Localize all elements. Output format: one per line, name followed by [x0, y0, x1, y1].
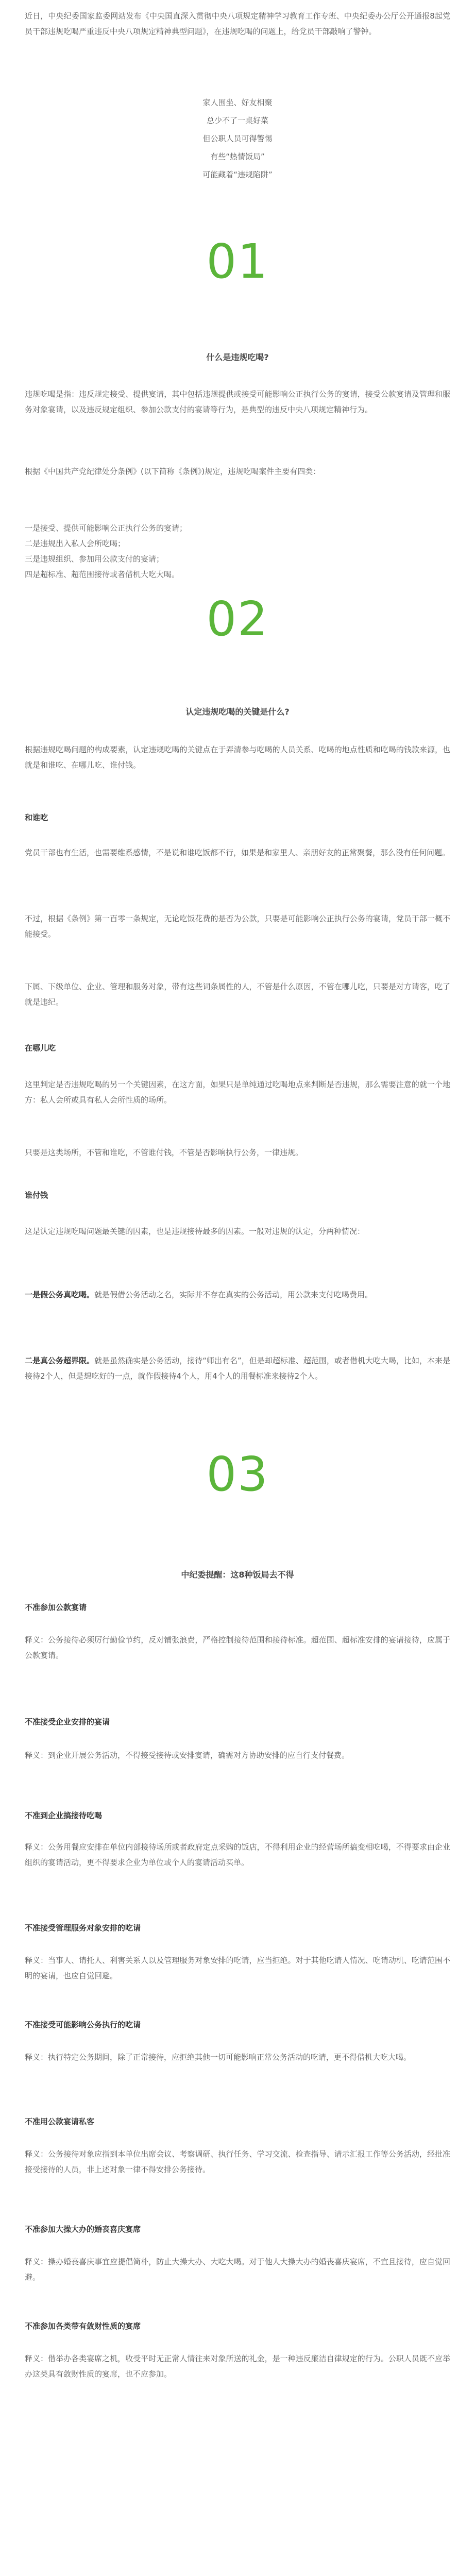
rule-text: 释义：当事人、请托人、利害关系人以及管理服务对象安排的吃请，应当拒绝。对于其他吃请人情况、吃请动机、吃请范围不明的宴请，也应自觉回避。 [25, 1956, 450, 1980]
list-item [25, 1287, 450, 1302]
section-paragraph: 这里判定是否违规吃喝的另一个关键因素，在这方面，如果只是单纯通过吃喝地点来判断是否违规，那么需要注意的就一个地方：私人会所或具有私人会所性质的场所。 [25, 1080, 450, 1105]
rule-heading: 不准参加各类带有敛财性质的宴席 [25, 2321, 141, 2331]
list-block [25, 520, 450, 582]
rule-text: 释义：公务接待对象应指到本单位出席会议、考察调研、执行任务、学习交流、检查指导、请示汇报工作等公务活动，经批准接受接待的人员，非上述对象一律不得安排公务接待。 [25, 2149, 450, 2174]
section-question: 中纪委提醒：这8种饭局去不得 [181, 1570, 294, 1580]
poem-line: 总少不了一桌好菜 [206, 116, 268, 125]
section-question: 什么是违规吃喝? [206, 352, 269, 362]
list-item: 二是违规出入私人会所吃喝； [25, 539, 126, 548]
poem-line: 但公职人员可得警惕 [202, 134, 273, 143]
section-paragraph: 下属、下级单位、企业、管理和服务对象，带有这些词条属性的人，不管是什么原因，不管在哪儿吃，只要是对方请客，吃了就是违纪。 [25, 982, 450, 1007]
subsection-heading: 和谁吃 [25, 813, 48, 822]
poem-line: 可能藏着“违规陷阱” [202, 170, 273, 179]
list-item [25, 1353, 450, 1384]
item-text: 就是假借公务活动之名，实际并不存在真实的公务活动，用公款来支付吃喝费用。 [94, 1290, 373, 1299]
section-paragraph: 党员干部也有生活，也需要维系感情，不是说和谁吃饭都不行，如果是和家里人、亲朋好友的正常聚餐，那么没有任何问题。 [25, 848, 450, 857]
subsection-heading: 在哪儿吃 [25, 1043, 56, 1053]
section-number: 02 [206, 591, 269, 647]
section-paragraph: 根据违规吃喝问题的构成要素，认定违规吃喝的关键点在于弄清参与吃喝的人员关系、吃喝的地点性质和吃喝的钱款来源，也就是和谁吃、在哪儿吃、谁付钱。 [25, 745, 450, 770]
item-lead: 二是真公务超界限。 [25, 1356, 95, 1365]
intro-block [25, 8, 450, 39]
list-item: 一是接受、提供可能影响公正执行公务的宴请； [25, 523, 188, 533]
rule-heading: 不准接受企业安排的宴请 [25, 1717, 110, 1726]
intro-poem [0, 94, 475, 184]
rule-heading: 不准参加大操大办的婚丧喜庆宴席 [25, 2225, 141, 2234]
list-item: 三是违规组织、参加用公款支付的宴请； [25, 554, 164, 564]
rule-text: 释义：操办婚丧喜庆事宜应提倡简朴，防止大操大办、大吃大喝。对于他人大操大办的婚丧喜庆宴席，不宜且接待，应自觉回避。 [25, 2257, 450, 2282]
section-paragraph: 违规吃喝是指：违反规定接受、提供宴请，其中包括违规提供或接受可能影响公正执行公务的宴请，接受公款宴请及管理和服务对象宴请，以及违反规定组织、参加公款支付的宴请等行为，是典型的违反中央八项规定精神行为。 [25, 389, 450, 414]
section-paragraph: 不过，根据《条例》第一百零一条规定，无论吃饭花费的是否为公款，只要是可能影响公正执行公务的宴请，党员干部一概不能接受。 [25, 914, 450, 939]
rule-heading: 不准接受可能影响公务执行的吃请 [25, 2020, 141, 2029]
rule-text: 释义：执行特定公务期间，除了正常接待，应拒绝其他一切可能影响正常公务活动的吃请，更不得借机大吃大喝。 [25, 2053, 412, 2062]
section-number: 01 [206, 234, 269, 289]
section-question: 认定违规吃喝的关键是什么? [185, 707, 290, 717]
rule-text: 释义：借举办各类宴席之机，收受平时无正常人情往来对象所送的礼金，是一种违反廉洁自律规定的行为。公职人员既不应举办这类具有敛财性质的宴席，也不应参加。 [25, 2354, 450, 2379]
rule-heading: 不准到企业搞接待吃喝 [25, 1811, 103, 1820]
item-text: 就是虽然确实是公务活动，接待“师出有名”，但是却超标准、超范围，或者借机大吃大喝，比如，本来是接待2个人，但是想吃好的一点，就作假接待4个人，用4个人的用餐标准来接待2个人。 [25, 1356, 450, 1381]
section-paragraph: 这是认定违规吃喝问题最关键的因素，也是违规接待最多的因素。一般对违规的认定，分两种情况： [25, 1227, 365, 1236]
intro-paragraph: 近日，中央纪委国家监委网站发布《中央国直深入贯彻中央八项规定精神学习教育工作专班、中央纪委办公厅公开通报8起党员干部违规吃喝严重违反中央八项规定精神典型问题》，在违规吃喝的问题上，给党员干部敲响了警钟。 [25, 11, 450, 36]
list-item: 四是超标准、超范围接待或者借机大吃大喝。 [25, 570, 180, 579]
item-lead: 一是假公务真吃喝。 [25, 1290, 95, 1299]
rule-text: 释义：公务用餐应安排在单位内部接待场所或者政府定点采购的饭店，不得利用企业的经营场所搞变相吃喝，不得要求由企业组织的宴请活动，更不得要求企业为单位或个人的宴请活动买单。 [25, 1842, 450, 1867]
poem-line: 有些“热情饭局” [210, 152, 265, 161]
rule-heading: 不准用公款宴请私客 [25, 2117, 95, 2126]
rule-heading: 不准接受管理服务对象安排的吃请 [25, 1923, 141, 1933]
rule-text: 释义：公务接待必须厉行勤俭节约，反对铺张浪费，严格控制接待范围和接待标准。超范围、超标准安排的宴请接待，应属于公款宴请。 [25, 1635, 450, 1660]
subsection-heading: 谁付钱 [25, 1191, 48, 1200]
section-number: 03 [206, 1447, 269, 1502]
rule-text: 释义：到企业开展公务活动，不得接受接待或安排宴请，确需对方协助安排的应自行支付餐费。 [25, 1751, 350, 1760]
section-paragraph: 根据《中国共产党纪律处分条例》(以下简称《条例》)规定，违规吃喝案件主要有四类： [25, 467, 321, 476]
section-paragraph: 只要是这类场所，不管和谁吃，不管谁付钱，不管是否影响执行公务，一律违规。 [25, 1148, 303, 1157]
poem-line: 家人围坐、好友相聚 [202, 98, 273, 107]
rule-heading: 不准参加公款宴请 [25, 1603, 87, 1612]
